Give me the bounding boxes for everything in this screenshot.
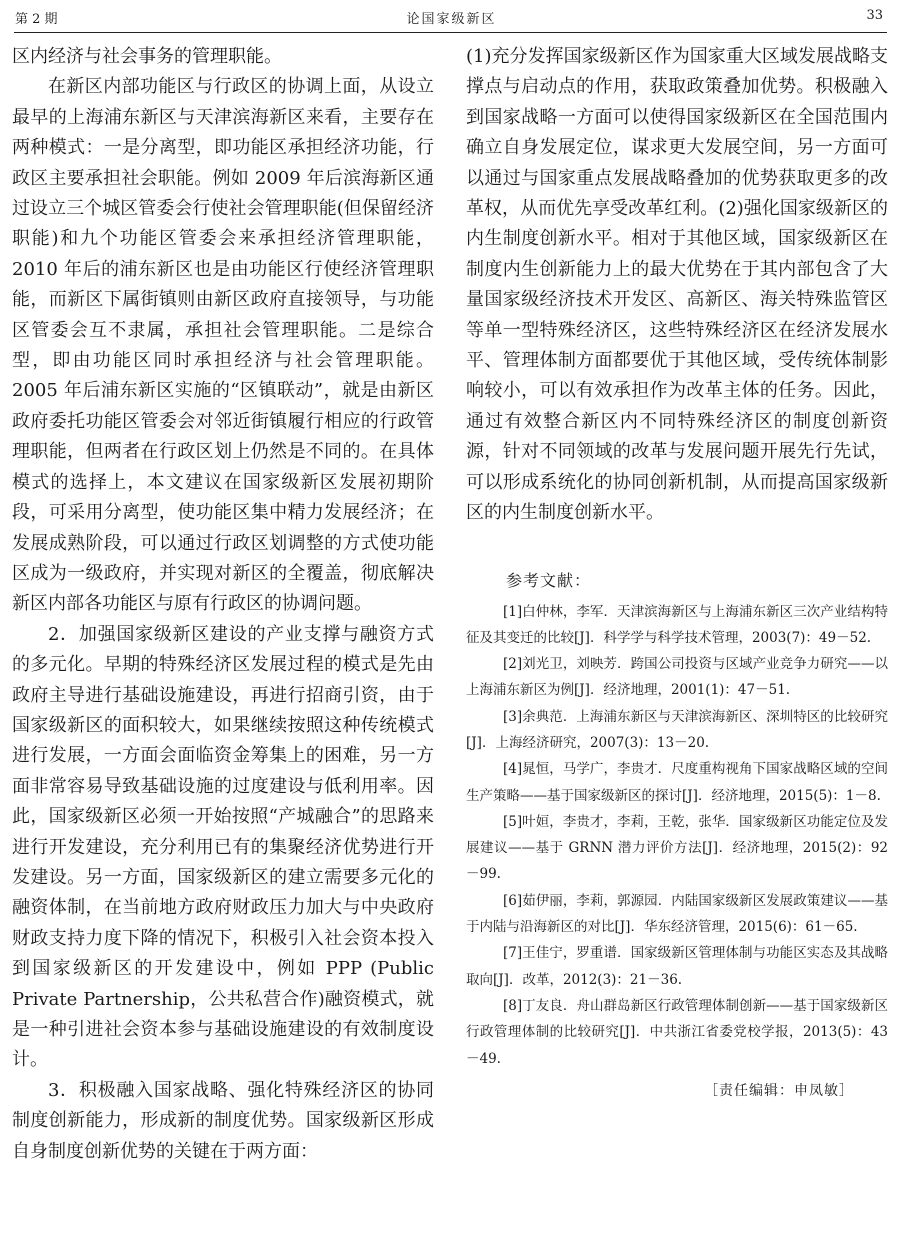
reference-list [466,599,888,1072]
reference-item: [8]丁友良．舟山群岛新区行政管理体制创新——基于国家级新区行政管理体制的比较研究[J]．中共浙江省委党校学报，2013(5)：43－49. [466,997,888,1067]
reference-item: [2]刘光卫，刘映芳．跨国公司投资与区域产业竞争力研究——以上海浦东新区为例[J]．经济地理，2001(1)：47－51. [466,656,888,699]
left-column [12,42,434,1167]
page-number: 33 [866,8,883,23]
reference-item: [1]白仲林，李军．天津滨海新区与上海浦东新区三次产业结构特征及其变迁的比较[J]．科学学与科学技术管理，2003(7)：49－52. [466,603,888,646]
references-heading: 参考文献： [506,570,592,590]
running-title: 论国家级新区 [406,12,497,27]
body-paragraph: (1)充分发挥国家级新区作为国家重大区域发展战略支撑点与启动点的作用，获取政策叠加优势。积极融入到国家战略一方面可以使得国家级新区在全国范围内确立自身发展定位，谋求更大发展空间，另一方面可以通过与国家重点发展战略叠加的优势获取更多的改革权，从而优先享受改革红利。(2)强化国家级新区的内生制度创新水平。相对于其他区域，国家级新区在制度内生创新能力上的最大优势在于其内部包含了大量国家级经济技术开发区、高新区、海关特殊监管区等单一型特殊经济区，这些特殊经济区在经济发展水平、管理体制方面都要优于其他区域，受传统体制影响较小，可以有效承担作为改革主体的任务。因此，通过有效整合新区内不同特殊经济区的制度创新资源，针对不同领域的改革与发展问题开展先行先试，可以形成系统化的协同创新机制，从而提高国家级新区的内生制度创新水平。 [466,46,888,524]
page-header [0,0,903,30]
issue-number: 第 2 期 [15,12,58,27]
reference-item: [5]叶姮，李贵才，李莉，王乾，张华．国家级新区功能定位及发展建议——基于 GRNN 潜力评价方法[J]．经济地理，2015(2)：92－99. [466,813,888,883]
header-rule [14,32,887,33]
reference-item: [7]王佳宁，罗重谱．国家级新区管理体制与功能区实态及其战略取向[J]．改革，2012(3)：21－36. [466,945,888,988]
body-paragraph: 2．加强国家级新区建设的产业支撑与融资方式的多元化。早期的特殊经济区发展过程的模式是先由政府主导进行基础设施建设，再进行招商引资，由于国家级新区的面积较大，如果继续按照这种传统模式进行发展，一方面会面临资金筹集上的困难，另一方面非常容易导致基础设施的过度建设与低利用率。因此，国家级新区必须一开始按照“产城融合”的思路来进行开发建设，充分利用已有的集聚经济优势进行开发建设。另一方面，国家级新区的建立需要多元化的融资体制，在当前地方政府财政压力加大与中央政府财政支持力度下降的情况下，积极引入社会资本投入到国家级新区的开发建设中，例如 PPP (Public Private Partnership，公共私营合作)融资模式，就是一种引进社会资本参与基础设施建设的有效制度设计。 [12,623,434,1071]
reference-item: [3]余典范．上海浦东新区与天津滨海新区、深圳特区的比较研究[J]．上海经济研究，2007(3)：13－20. [466,708,888,751]
body-paragraph: 在新区内部功能区与行政区的协调上面，从设立最早的上海浦东新区与天津滨海新区来看，主要存在两种模式：一是分离型，即功能区承担经济功能，行政区主要承担社会职能。例如 2009 年后滨海新区通过设立三个城区管委会行使社会管理职能(但保留经济职能)和九个功能区管委会来承担经济管理职能，2010 年后的浦东新区也是由功能区行使经济管理职能，而新区下属街镇则由新区政府直接领导，与功能区管委会互不隶属，承担社会管理职能。二是综合型，即由功能区同时承担经济与社会管理职能。2005 年后浦东新区实施的“区镇联动”，就是由新区政府委托功能区管委会对邻近街镇履行相应的行政管理职能，但两者在行政区划上仍然是不同的。在具体模式的选择上，本文建议在国家级新区发展初期阶段，可采用分离型，使功能区集中精力发展经济；在发展成熟阶段，可以通过行政区划调整的方式使功能区成为一级政府，并实现对新区的全覆盖，彻底解决新区内部各功能区与原有行政区的协调问题。 [12,76,434,615]
reference-item: [6]茹伊丽，李莉，郭源园．内陆国家级新区发展政策建议——基于内陆与沿海新区的对比[J]．华东经济管理，2015(6)：61－65. [466,892,888,936]
right-column [466,42,888,1106]
body-paragraph: 区内经济与社会事务的管理职能。 [12,46,282,67]
responsible-editor: ［责任编辑：申凤敏］ [704,1082,854,1099]
reference-item: [4]晁恒，马学广，李贵才．尺度重构视角下国家战略区域的空间生产策略——基于国家级新区的探讨[J]．经济地理，2015(5)：1－8. [466,761,888,804]
body-paragraph: 3．积极融入国家战略、强化特殊经济区的协同制度创新能力，形成新的制度优势。国家级新区形成自身制度创新优势的关键在于两方面： [12,1079,434,1162]
